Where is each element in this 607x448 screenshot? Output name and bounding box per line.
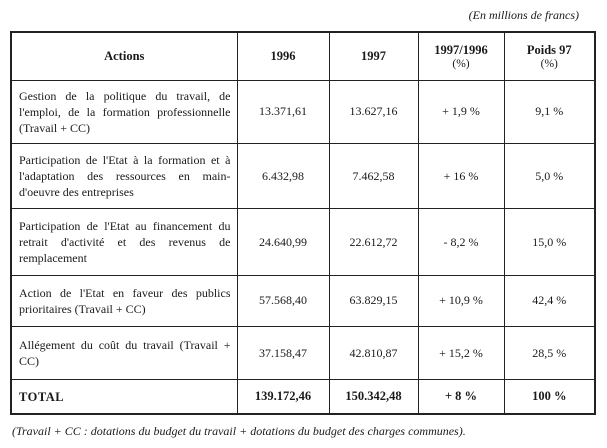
row-1997: 7.462,58: [329, 144, 418, 209]
row-1997: 13.627,16: [329, 80, 418, 143]
row-1996: 57.568,40: [237, 275, 329, 326]
row-1996: 6.432,98: [237, 144, 329, 209]
total-row: [11, 380, 595, 414]
table-row: [11, 80, 595, 143]
row-variation: + 10,9 %: [418, 275, 504, 326]
total-variation: + 8 %: [418, 380, 504, 414]
header-poids-label: Poids 97: [526, 42, 572, 57]
total-label: TOTAL: [11, 380, 237, 414]
header-actions: Actions: [11, 32, 237, 80]
header-1996: 1996: [237, 32, 329, 80]
total-poids: 100 %: [504, 380, 595, 414]
footnote: (Travail + CC : dotations du budget du travail + dotations du budget des charges communes).: [12, 424, 466, 438]
row-poids: 28,5 %: [504, 327, 595, 380]
row-1997: 42.810,87: [329, 327, 418, 380]
row-action: Allégement du coût du travail (Travail + CC): [11, 327, 237, 380]
row-1996: 24.640,99: [237, 209, 329, 275]
row-variation: + 1,9 %: [418, 80, 504, 143]
budget-table: [10, 31, 596, 415]
header-poids-unit: (%): [540, 57, 558, 70]
row-poids: 5,0 %: [504, 144, 595, 209]
row-1997: 22.612,72: [329, 209, 418, 275]
row-action: Participation de l'Etat au financement du retrait d'activité et des revenus de remplacement: [11, 209, 237, 275]
total-1996: 139.172,46: [237, 380, 329, 414]
row-1996: 13.371,61: [237, 80, 329, 143]
header-variation-label: 1997/1996: [434, 42, 488, 57]
table-row: [11, 275, 595, 326]
header-row: [11, 32, 595, 80]
row-1997: 63.829,15: [329, 275, 418, 326]
total-1997: 150.342,48: [329, 380, 418, 414]
table-row: [11, 327, 595, 380]
table-row: [11, 209, 595, 275]
row-action: Participation de l'Etat à la formation et à l'adaptation des ressources en main-d'oeuvre des entreprises: [11, 144, 237, 209]
row-1996: 37.158,47: [237, 327, 329, 380]
row-poids: 9,1 %: [504, 80, 595, 143]
row-poids: 42,4 %: [504, 275, 595, 326]
row-variation: + 15,2 %: [418, 327, 504, 380]
header-variation: [418, 32, 504, 80]
header-variation-unit: (%): [452, 57, 470, 70]
row-variation: + 16 %: [418, 144, 504, 209]
table-row: [11, 144, 595, 209]
header-1997: 1997: [329, 32, 418, 80]
row-action: Action de l'Etat en faveur des publics prioritaires (Travail + CC): [11, 275, 237, 326]
row-action: Gestion de la politique du travail, de l'emploi, de la formation professionnelle (Travail + CC): [11, 80, 237, 143]
header-poids: [504, 32, 595, 80]
unit-note: (En millions de francs): [468, 8, 579, 22]
row-variation: - 8,2 %: [418, 209, 504, 275]
row-poids: 15,0 %: [504, 209, 595, 275]
